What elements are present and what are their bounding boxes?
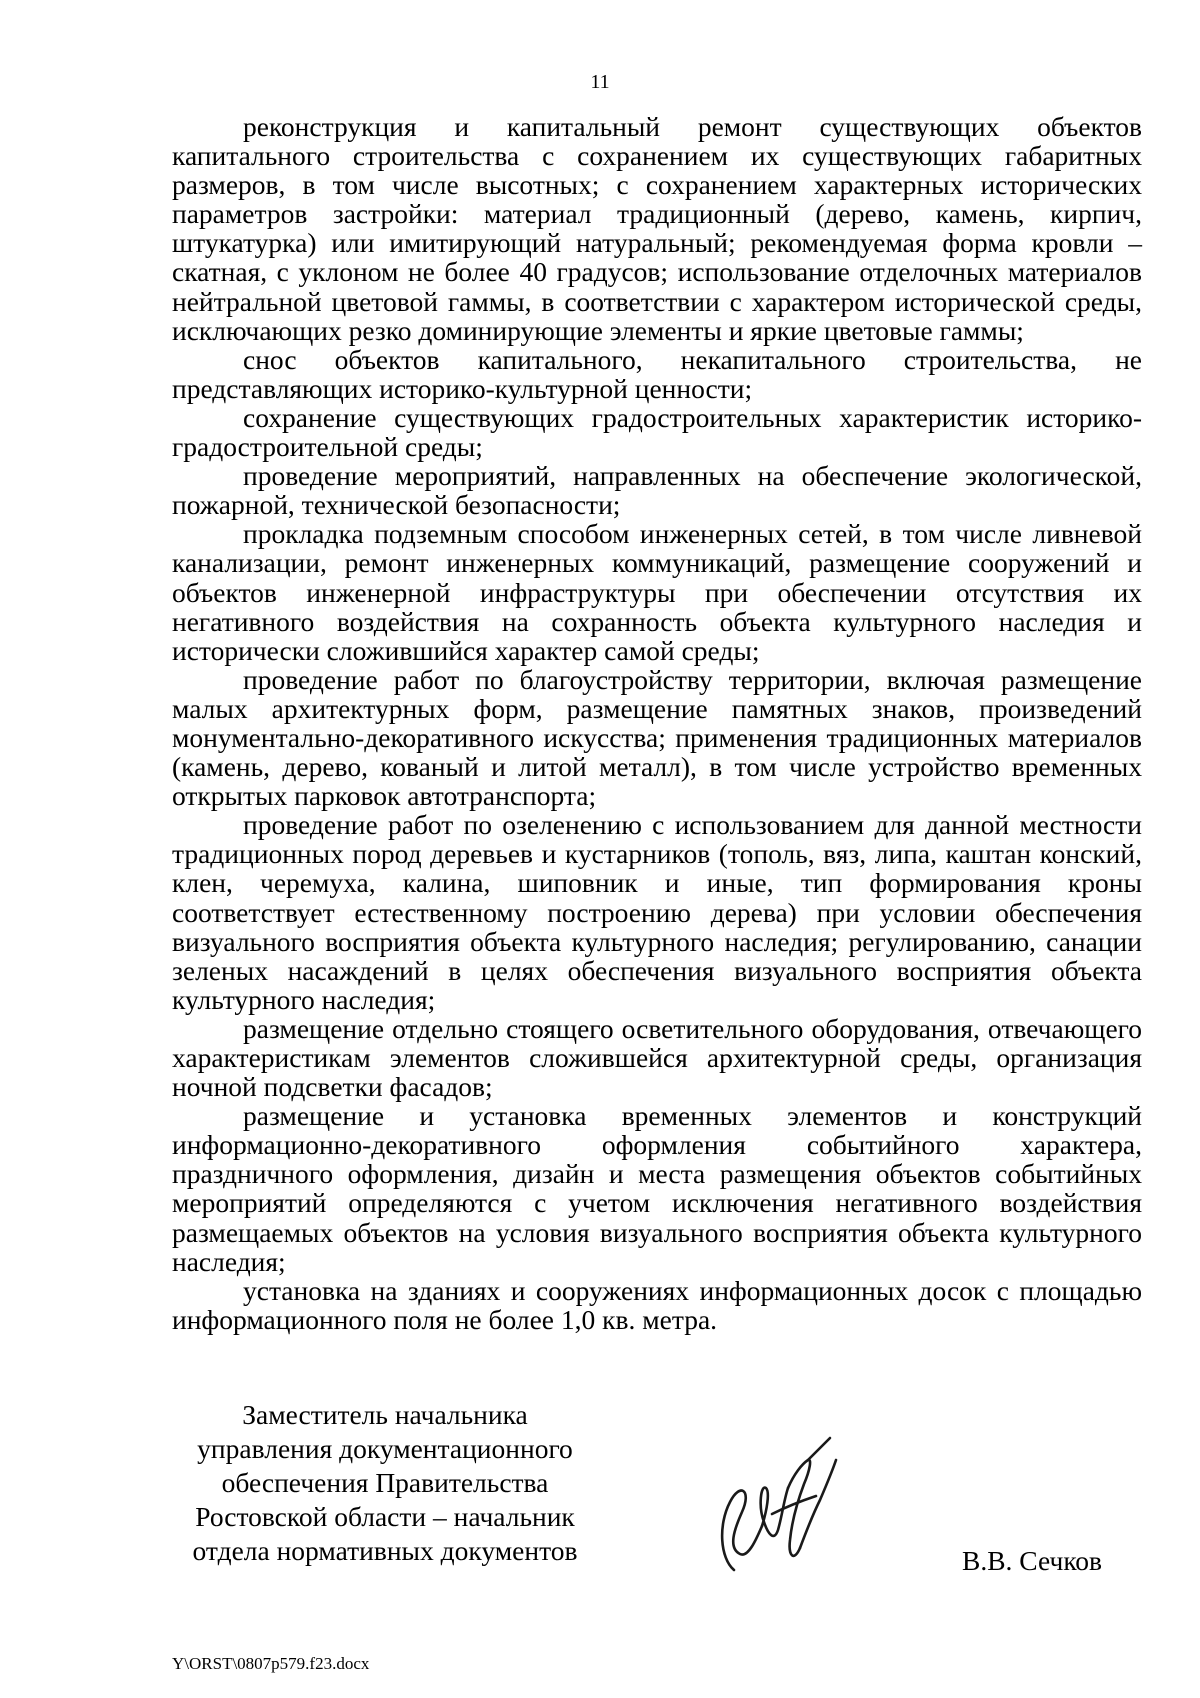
signatory-title-line: Ростовской области – начальник (195, 1501, 575, 1532)
paragraph-lighting: размещение отдельно стоящего осветительного оборудования, отвечающего характеристикам элементов сложившейся архитектурной среды, организация ночной подсветки фасадов; (172, 1012, 1142, 1103)
paragraph-greening: проведение работ по озеленению с использованием для данной местности традиционных пород деревьев и кустарников (тополь, вяз, липа, каштан конский, клен, черемуха, калина, шиповник и иные, тип формирования кроны соответствует естественному построению дерева) при условии обеспечения визуального восприятия объекта культурного наследия; регулированию, санации зеленых насаждений в целях обеспечения визуального восприятия объекта культурного наследия; (172, 809, 1142, 1015)
page-number: 11 (590, 71, 610, 93)
paragraph-landscaping: проведение работ по благоустройству территории, включая размещение малых архитектурных форм, размещение памятных знаков, произведений монументально-декоративного искусства; применения традиционных материалов (камень, дерево, кованый и литой металл), в том числе устройство временных открытых парковок автотранспорта; (172, 663, 1142, 812)
handwritten-signature (712, 1430, 842, 1580)
paragraph-preservation: сохранение существующих градостроительных характеристик историко-градостроительной среды; (172, 401, 1142, 463)
signatory-title-line: Заместитель начальника (242, 1399, 528, 1430)
document-body (172, 112, 1142, 1334)
file-path-footer: Y\ORST\0807p579.f23.docx (172, 1654, 370, 1673)
signatory-title (178, 1398, 592, 1568)
paragraph-safety: проведение мероприятий, направленных на обеспечение экологической, пожарной, технической безопасности; (172, 460, 1142, 521)
signatory-title-line: отдела нормативных документов (192, 1535, 578, 1566)
signatory-title-line: управления документационного (197, 1433, 573, 1464)
paragraph-demolition: снос объектов капитального, некапитального строительства, не представляющих историко-культурной ценности; (172, 343, 1142, 404)
paragraph-reconstruction: реконструкция и капитальный ремонт существующих объектов капитального строительства с сохранением их существующих габаритных размеров, в том числе высотных; с сохранением характерных исторических параметров застройки: материал традиционный (дерево, камень, кирпич, штукатурка) или имитирующий натуральный; рекомендуемая форма кровли – скатная, с уклоном не более 40 градусов; использование отделочных материалов нейтральной цветовой гаммы, в соответствии с характером исторической среды, исключающих резко доминирующие элементы и яркие цветовые гаммы; (172, 111, 1142, 346)
signatory-title-line: обеспечения Правительства (221, 1467, 549, 1498)
paragraph-engineering-networks: прокладка подземным способом инженерных сетей, в том числе ливневой канализации, ремонт инженерных коммуникаций, размещение сооружений и объектов инженерной инфраструктуры при обеспечении отсутствия их негативного воздействия на сохранность объекта культурного наследия и исторически сложившийся характер самой среды; (172, 518, 1142, 666)
paragraph-info-boards: установка на зданиях и сооружениях информационных досок с площадью информационного поля не более 1,0 кв. метра. (172, 1274, 1142, 1335)
signatory-name: В.В. Сечков (962, 1545, 1103, 1576)
paragraph-temporary-decor: размещение и установка временных элементов и конструкций информационно-декоративного оформления событийного характера, праздничного оформления, дизайн и места размещения объектов событийных мероприятий определяются с учетом исключения негативного воздействия размещаемых объектов на условия визуального восприятия объекта культурного наследия; (172, 1100, 1142, 1277)
